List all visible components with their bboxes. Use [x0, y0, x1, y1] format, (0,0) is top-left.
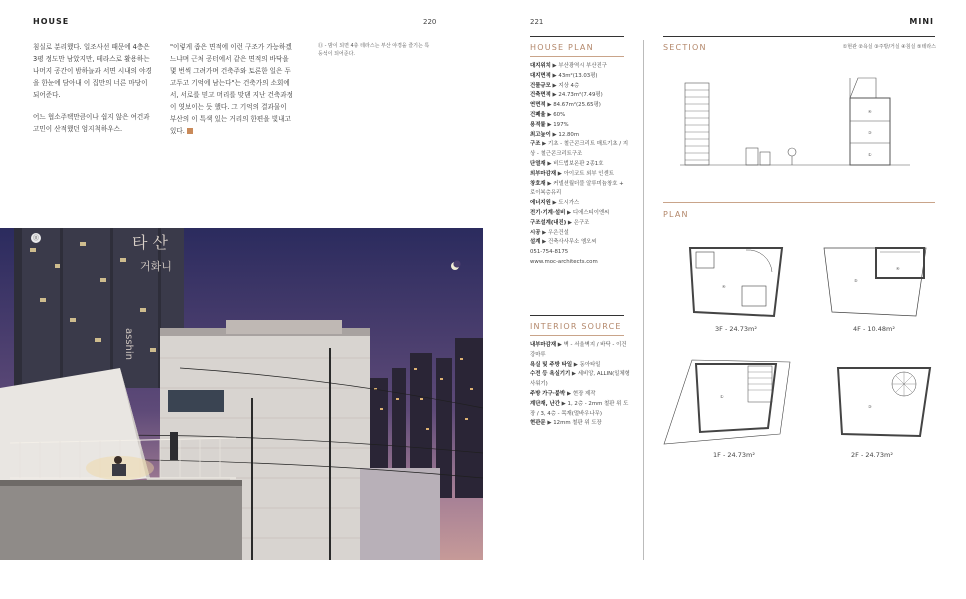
- svg-text:③: ③: [868, 404, 872, 409]
- spec-item: 욕실 및 주방 타일 ▶ 동아타일: [530, 361, 601, 368]
- end-mark-icon: [187, 128, 193, 134]
- section-drawing: [680, 68, 910, 176]
- photo-caption: ⑪ - 밤이 되면 4층 테라스는 부산 야경을 즐기는 특등석이 되어준다.: [318, 43, 430, 57]
- spec-item: 단열재 ▶ 비드법보온판 2종1호: [530, 160, 604, 167]
- svg-text:⑤: ⑤: [854, 278, 858, 283]
- interior-source-list: [530, 341, 630, 429]
- spec-item: 용적률 ▶ 197%: [530, 121, 569, 128]
- building-sign: 거화니: [140, 260, 172, 273]
- floor-label-4f: 4F - 10.48m²: [853, 325, 895, 333]
- floor-label-2f: 2F - 24.73m²: [851, 451, 893, 459]
- photo-number-badge: ⑪: [32, 235, 40, 242]
- spec-item: 계단재, 난간 ▶ 1, 2층 - 2mm 철판 위 도장 / 3, 4층 - 목재(멀바우나무): [530, 400, 629, 417]
- building-sign: asshin: [123, 328, 134, 361]
- spec-item: 전기·기계·설비 ▶ 디에스티이엔씨: [530, 209, 610, 216]
- section-title: SECTION: [663, 43, 707, 52]
- interior-source-title: INTERIOR SOURCE: [530, 322, 622, 331]
- section-rule: [530, 315, 624, 316]
- spec-item: 건폐율 ▶ 60%: [530, 111, 566, 118]
- svg-text:④: ④: [722, 284, 726, 289]
- spec-item: 연면적 ▶ 84.67m²(25.65평): [530, 102, 601, 109]
- floor-label-3f: 3F - 24.73m²: [715, 325, 757, 333]
- building-sign: 타 산: [132, 233, 168, 252]
- page-number-right: 221: [530, 18, 544, 26]
- floor-plan-1f: [662, 356, 792, 448]
- svg-text:①: ①: [720, 394, 724, 399]
- spec-item: 주방 가구·붙박 ▶ 현장 제작: [530, 390, 596, 397]
- spec-item: 내부마감재 ▶ 벽 - 서울벽지 / 바닥 - 이건강마루: [530, 342, 627, 358]
- floor-label-1f: 1F - 24.73m²: [713, 451, 755, 459]
- house-plan-list: [530, 62, 630, 268]
- spec-item: 구조 ▶ 기초 - 철근콘크리트 매트기초 / 지상 - 철근콘크리트구조: [530, 141, 629, 158]
- body-column-2: [170, 41, 295, 137]
- body-column-1: [33, 41, 155, 135]
- body-paragraph: 어느 협소주택만큼이나 쉽지 않은 여건과 고민이 산적했던 엄지척하우스.: [33, 113, 150, 133]
- spec-item: 에너지원 ▶ 도시가스: [530, 200, 580, 207]
- spec-item: 대지위치 ▶ 부산광역시 부산진구: [530, 63, 608, 69]
- spec-item: 건물규모 ▶ 지상 4층: [530, 82, 580, 89]
- night-terrace-photo: [0, 228, 483, 560]
- plan-title: PLAN: [663, 210, 689, 219]
- floor-plan-4f: [820, 242, 930, 322]
- phone-number: 051-754-8175: [530, 249, 569, 256]
- svg-text:④: ④: [868, 109, 872, 114]
- website-link[interactable]: www.moc-architects.com: [530, 258, 598, 265]
- section-rule: [530, 335, 624, 336]
- page-number-left: 220: [423, 18, 437, 26]
- section-rule: [530, 36, 624, 37]
- svg-text:①: ①: [868, 152, 872, 157]
- spec-item: 건축면적 ▶ 24.73m²(7.49평): [530, 92, 603, 99]
- spec-item: 설계 ▶ 건축사사무소 엠오씨: [530, 239, 597, 246]
- floor-plan-3f: [686, 242, 786, 322]
- floor-plan-2f: [832, 362, 936, 444]
- spec-item: 구조설계(내진) ▶ 은구조: [530, 219, 590, 226]
- spec-item: 최고높이 ▶ 12.80m: [530, 131, 580, 138]
- spec-item: 수전 등 욕실기기 ▶ 세비앙, ALLIN(일체형 사워기): [530, 371, 630, 388]
- spec-item: 시공 ▶ 우은건설: [530, 229, 569, 236]
- running-header-right: MINI: [909, 17, 934, 26]
- section-rule: [530, 56, 624, 57]
- svg-text:③: ③: [868, 130, 872, 135]
- section-legend: ①현관 ②욕실 ③주방/거실 ④침실 ⑤테라스: [842, 44, 936, 50]
- spec-item: 현관문 ▶ 12mm 철판 위 도장: [530, 420, 602, 427]
- running-header-left: HOUSE: [33, 17, 70, 26]
- column-divider: [643, 40, 644, 560]
- spec-item: 대지면적 ▶ 43m²(13.03평): [530, 72, 598, 79]
- section-rule: [663, 36, 935, 37]
- body-paragraph: 침실로 분리했다. 일조사선 때문에 4층은 3평 정도만 남았지만, 테라스로 활용하는 나머지 공간이 밤하늘과 서면 시내의 야경을 한눈에 담아내 이 집만의 너른 마당이 되어준다.: [33, 43, 152, 99]
- section-rule: [663, 202, 935, 203]
- spec-item: 창호재 ▶ 커넬션월더블 알루미늄창호 + 로이복층유리: [530, 180, 624, 197]
- spec-item: 외부마감재 ▶ 아이코트 외부 인센트: [530, 170, 614, 177]
- body-paragraph: "이렇게 좁은 면적에 이런 구조가 가능하겠느냐며 근처 공터에서 같은 면적의 바닥을 몇 번씩 그려가며 건축주와 토론한 일은 두고두고 기억에 남는다"는 건축가의 소회에서, 서로를 믿고 머리를 맞댄 지난 건축과정이 엿보이는 듯 했다. 그 기억의 결과물이 부산의 이 특색 있는 거리의 한편을 빛내고 있다.: [170, 43, 293, 135]
- svg-text:④: ④: [896, 266, 900, 271]
- house-plan-title: HOUSE PLAN: [530, 43, 594, 52]
